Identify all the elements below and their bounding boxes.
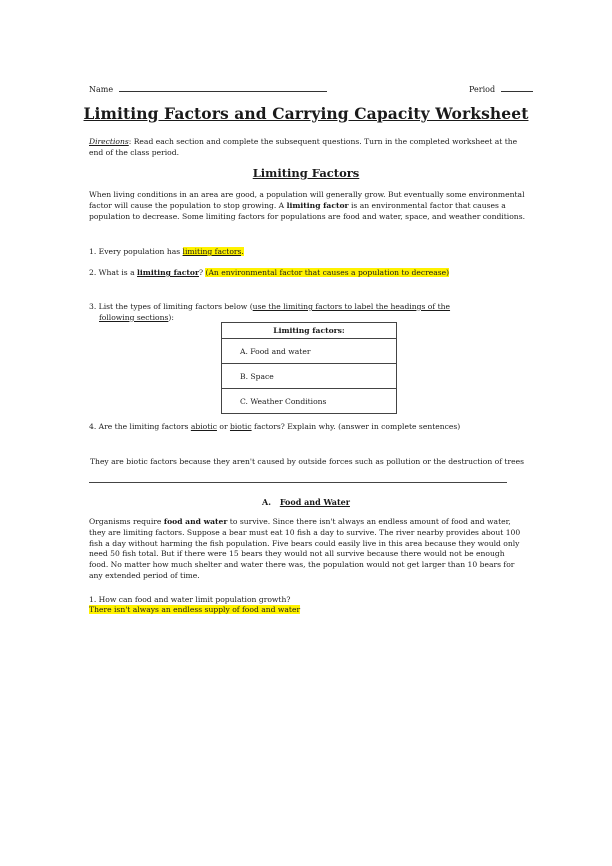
table-row [222, 339, 397, 364]
section-title-limiting-factors: Limiting Factors [252, 166, 360, 180]
question-2-term: limiting factor [137, 268, 199, 277]
table-row [222, 389, 397, 414]
section-a-heading [0, 497, 612, 507]
table-row [222, 364, 397, 389]
table-cell-a: A. Food and water [222, 339, 397, 364]
section-a-question-1: 1. How can food and water limit population growth? [89, 595, 291, 604]
name-blank-line [119, 83, 327, 92]
section-a-title: Food and Water [279, 497, 350, 507]
table-cell-c: C. Weather Conditions [222, 389, 397, 414]
section-a-letter: A. [262, 497, 272, 507]
abiotic-term: abiotic [190, 422, 217, 431]
section-a-answer-1: There isn't always an endless supply of food and water [89, 605, 301, 614]
question-1-answer: limiting factors [182, 247, 242, 256]
limiting-factors-table [221, 322, 397, 414]
name-label: Name [89, 85, 114, 94]
name-field [89, 83, 327, 94]
answer-divider-line [89, 482, 507, 483]
question-3: 3. List the types of limiting factors below (use the limiting factors to label the headings of the following sections): [89, 302, 451, 322]
question-2-answer: (An environmental factor that causes a population to decrease) [205, 268, 450, 277]
period-blank-line [501, 83, 533, 92]
biotic-term: biotic [229, 422, 252, 431]
question-2: 2. What is a limiting factor? (An environmental factor that causes a population to decrease) [89, 268, 450, 277]
question-4: 4. Are the limiting factors abiotic or biotic factors? Explain why. (answer in complete sentences) [89, 422, 461, 431]
worksheet-title: Limiting Factors and Carrying Capacity Worksheet [83, 104, 529, 123]
food-and-water-term: food and water [163, 517, 228, 526]
food-water-paragraph: Organisms require food and water to survive. Since there isn't always an endless amount of food and water, they are limiting factors. Suppose a bear must eat 10 fish a day to survive. The river nearby provides about 100 fish a day without harming the fish population. Five bears could easily live in this area because they would only need 50 fish total. But if there were 15 bears they would not all survive because there would not be enough food. No matter how much shelter and water there was, the population would not get larger than 10 bears for any extended period of time. [89, 517, 521, 580]
limiting-factors-paragraph: When living conditions in an area are good, a population will generally grow. But eventually some environmental factor will cause the population to stop growing. A limiting factor is an environmental factor that causes a population to decrease. Some limiting factors for populations are food and water, space, and weather conditions. [89, 190, 525, 221]
period-field [469, 83, 533, 94]
question-1: 1. Every population has limiting factors. [89, 247, 244, 256]
period-label: Period [469, 85, 496, 94]
directions-label: Directions [89, 137, 129, 146]
table-header-cell: Limiting factors: [222, 323, 397, 339]
table-header-row [222, 323, 397, 339]
table-cell-b: B. Space [222, 364, 397, 389]
directions-paragraph: Directions: Read each section and complete the subsequent questions. Turn in the completed worksheet at the end of the class period. [89, 137, 518, 157]
directions-text: Read each section and complete the subsequent questions. Turn in the completed worksheet at the end of the class period. [89, 137, 518, 157]
limiting-factor-term: limiting factor [286, 200, 349, 210]
question-4-answer: They are biotic factors because they aren't caused by outside forces such as pollution or the destruction of trees [89, 457, 524, 466]
